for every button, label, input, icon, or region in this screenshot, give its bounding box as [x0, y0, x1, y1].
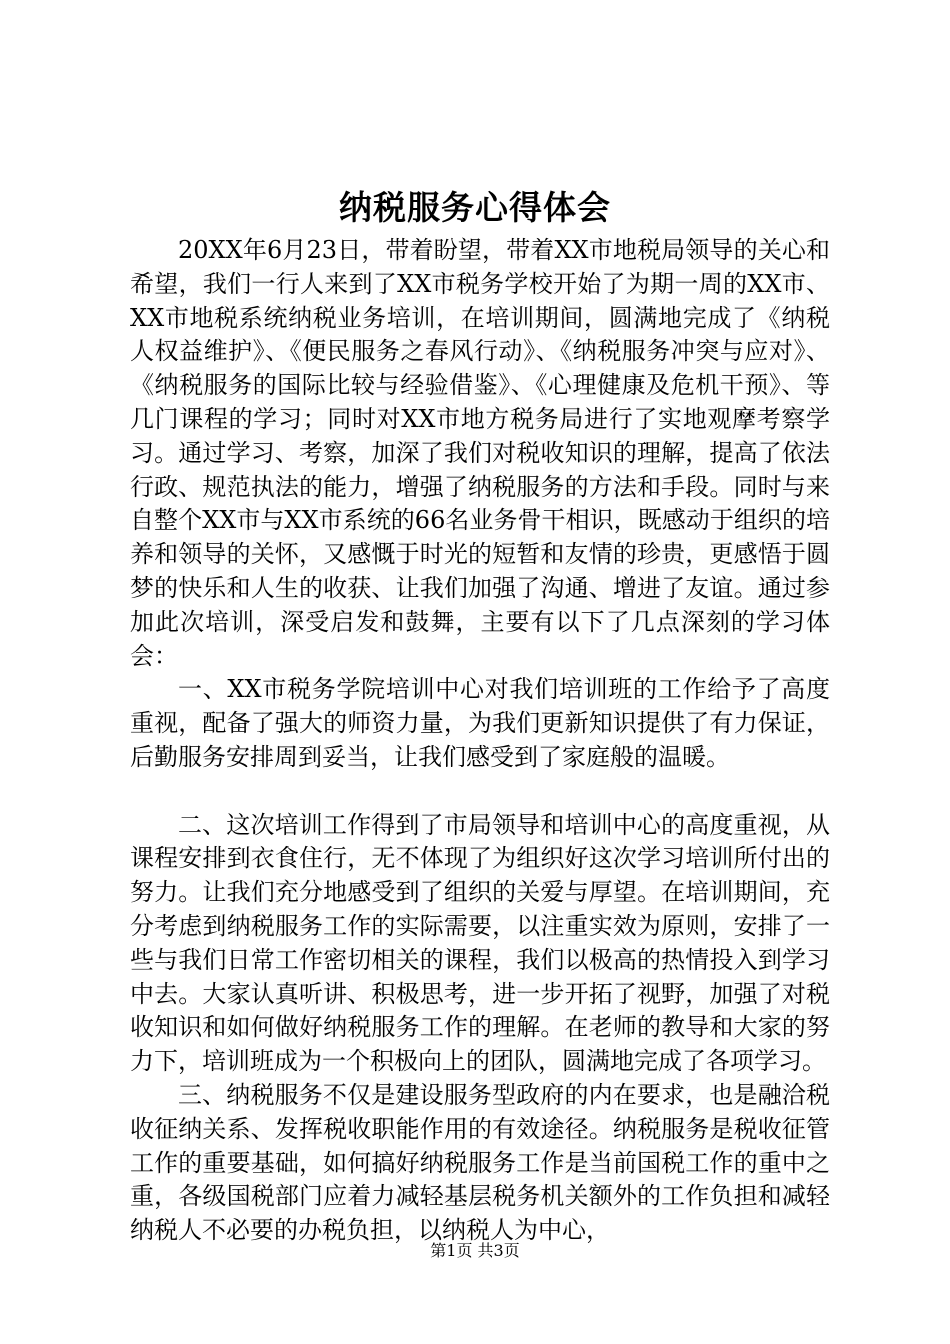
paragraph-point-three: 三、纳税服务不仅是建设服务型政府的内在要求，也是融洽税收征纳关系、发挥税收职能作用的有效途径。纳税服务是税收征管工作的重要基础，如何搞好纳税服务工作是当前国税工作的重中之重，各级国税部门应着力减轻基层税务机关额外的工作负担和减轻纳税人不必要的办税负担，以纳税人为中心， — [130, 1080, 830, 1245]
page-number-footer: 第1页 共3页 — [430, 1241, 520, 1260]
document-body — [130, 234, 830, 1248]
paragraph-point-two: 二、这次培训工作得到了市局领导和培训中心的高度重视，从课程安排到衣食住行，无不体现了为组织好这次学习培训所付出的努力。让我们充分地感受到了组织的关爱与厚望。在培训期间，充分考虑到纳税服务工作的实际需要，以注重实效为原则，安排了一些与我们日常工作密切相关的课程，我们以极高的热情投入到学习中去。大家认真听讲、积极思考，进一步开拓了视野，加强了对税收知识和如何做好纳税服务工作的理解。在老师的教导和大家的努力下，培训班成为一个积极向上的团队，圆满地完成了各项学习。 — [130, 810, 830, 1076]
paragraph-spacer — [130, 775, 830, 809]
document-title: 纳税服务心得体会 — [339, 188, 611, 227]
paragraph-intro: 20XX年6月23日，带着盼望，带着XX市地税局领导的关心和希望，我们一行人来到了XX市税务学校开始了为期一周的XX市、XX市地税系统纳税业务培训，在培训期间，圆满地完成了《纳税人权益维护》、《便民服务之春风行动》、《纳税服务冲突与应对》、《纳税服务的国际比较与经验借鉴》、《心理健康及危机干预》、等几门课程的学习；同时对XX市地方税务局进行了实地观摩考察学习。通过学习、考察，加深了我们对税收知识的理解，提高了依法行政、规范执法的能力，增强了纳税服务的方法和手段。同时与来自整个XX市与XX市系统的66名业务骨干相识，既感动于组织的培养和领导的关怀，又感慨于时光的短暂和友情的珍贵，更感悟于圆梦的快乐和人生的收获、让我们加强了沟通、增进了友谊。通过参加此次培训，深受启发和鼓舞，主要有以下了几点深刻的学习体会： — [130, 236, 830, 670]
paragraph-point-one: 一、XX市税务学院培训中心对我们培训班的工作给予了高度重视，配备了强大的师资力量，为我们更新知识提供了有力保证，后勤服务安排周到妥当，让我们感受到了家庭般的温暖。 — [130, 675, 830, 771]
